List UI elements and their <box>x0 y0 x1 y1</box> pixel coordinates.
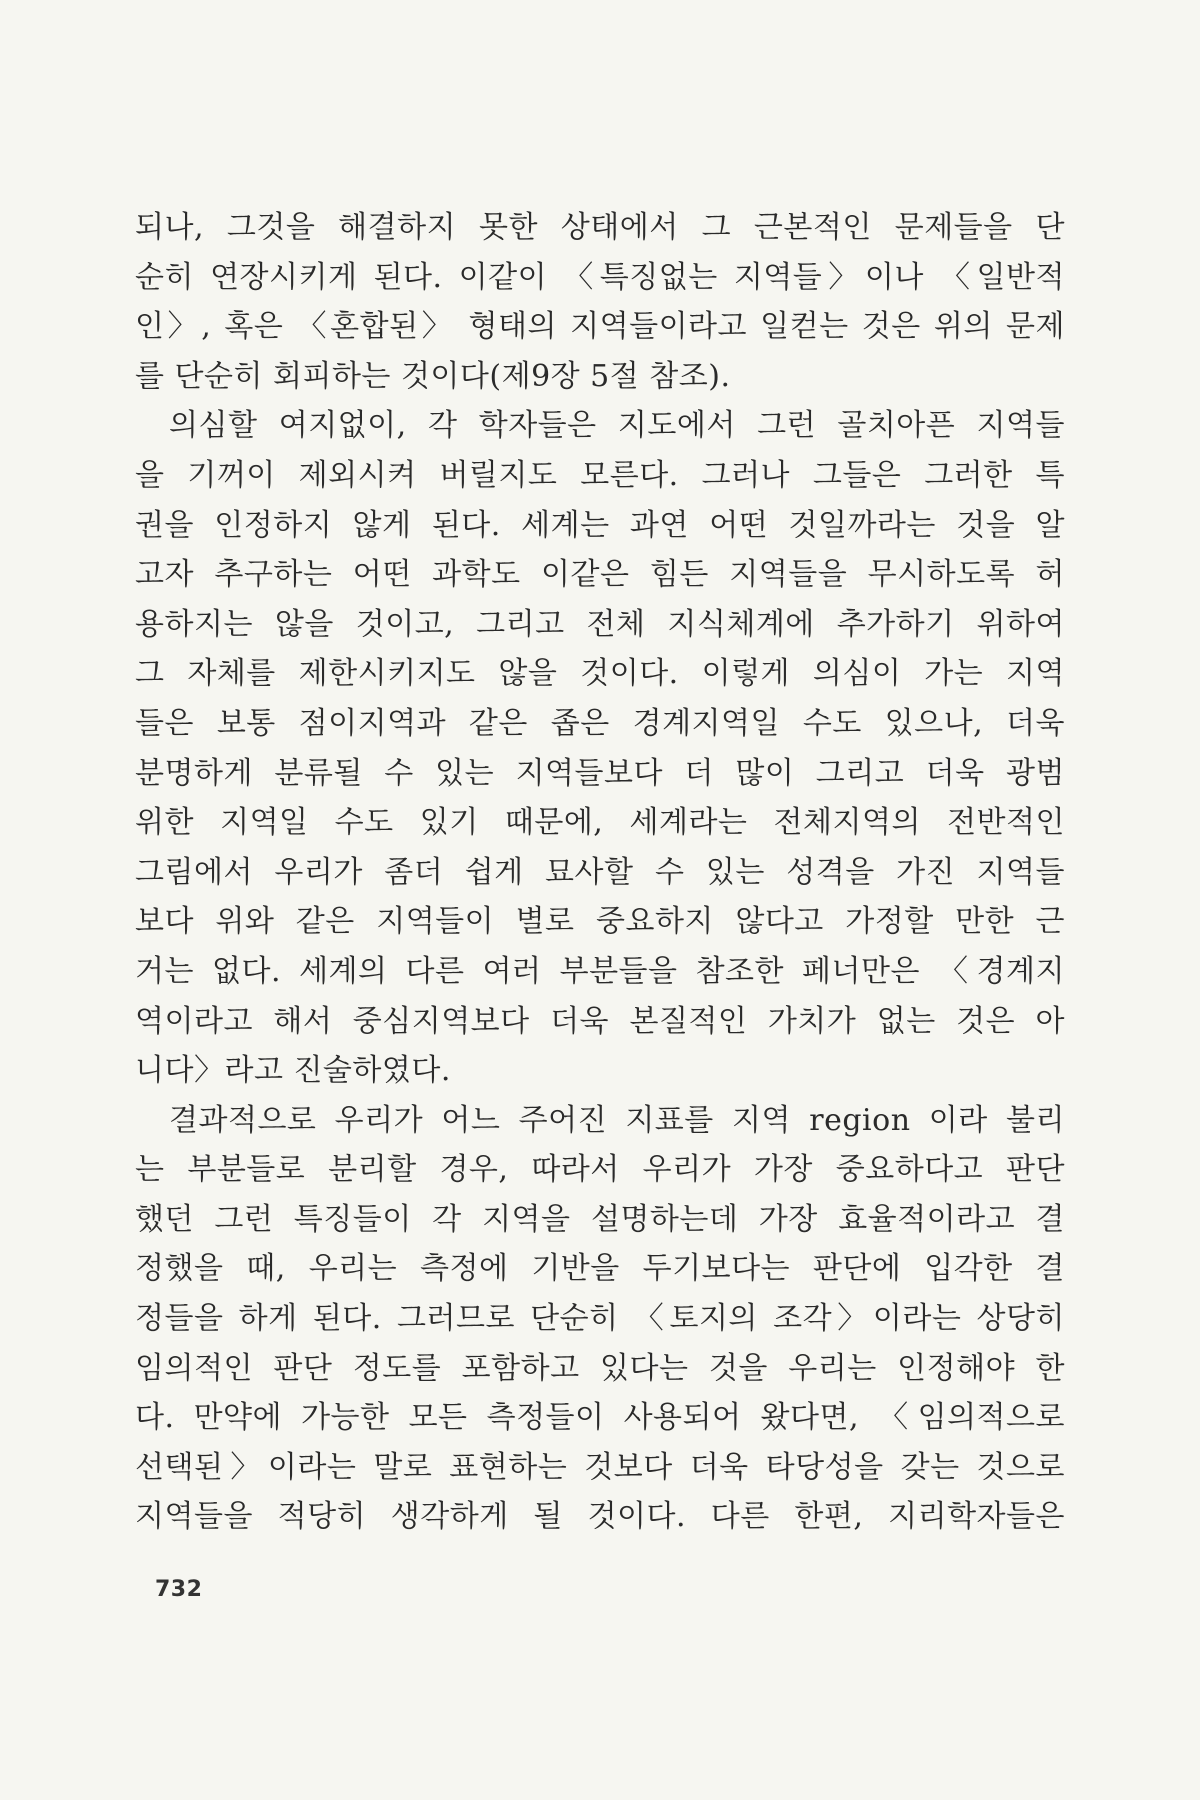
text-line: 인〉, 혹은 〈혼합된〉 형태의 지역들이라고 일컫는 것은 위의 문제 <box>135 309 1065 345</box>
text-line: 정들을 하게 된다. 그러므로 단순히 〈토지의 조각〉이라는 상당히 <box>135 1301 1065 1337</box>
text-line: 고자 추구하는 어떤 과학도 이같은 힘든 지역들을 무시하도록 허 <box>135 557 1065 593</box>
text-line: 그림에서 우리가 좀더 쉽게 묘사할 수 있는 성격을 가진 지역들 <box>135 854 1065 890</box>
text-line: 위한 지역일 수도 있기 때문에, 세계라는 전체지역의 전반적인 <box>135 805 1065 841</box>
text-line: 되나, 그것을 해결하지 못한 상태에서 그 근본적인 문제들을 단 <box>135 210 1065 245</box>
text-line: 역이라고 해서 중심지역보다 더욱 본질적인 가치가 없는 것은 아 <box>135 1003 1065 1039</box>
text-line: 했던 그런 특징들이 각 지역을 설명하는데 가장 효율적이라고 결 <box>135 1201 1065 1237</box>
paragraph-start-line: 결과적으로 우리가 어느 주어진 지표를 지역 region 이라 불리 <box>169 1102 1065 1138</box>
text-line: 니다〉라고 진술하였다. <box>135 1053 451 1089</box>
text-line: 다. 만약에 가능한 모든 측정들이 사용되어 왔다면, 〈임의적으로 <box>135 1400 1065 1436</box>
text-line: 지역들을 적당히 생각하게 될 것이다. 다른 한편, 지리학자들은 <box>135 1499 1065 1535</box>
text-line: 을 기꺼이 제외시켜 버릴지도 모른다. 그러나 그들은 그러한 특 <box>135 457 1065 493</box>
body-text <box>135 203 1065 1542</box>
text-line: 임의적인 판단 정도를 포함하고 있다는 것을 우리는 인정해야 한 <box>135 1350 1065 1386</box>
text-line: 그 자체를 제한시키지도 않을 것이다. 이렇게 의심이 가는 지역 <box>135 656 1065 692</box>
text-line: 들은 보통 점이지역과 같은 좁은 경계지역일 수도 있으나, 더욱 <box>135 705 1065 741</box>
text-line: 를 단순히 회피하는 것이다(제9장 5절 참조). <box>135 358 731 394</box>
text-line: 보다 위와 같은 지역들이 별로 중요하지 않다고 가정할 만한 근 <box>135 904 1065 940</box>
text-line: 정했을 때, 우리는 측정에 기반을 두기보다는 판단에 입각한 결 <box>135 1251 1065 1287</box>
text-line: 용하지는 않을 것이고, 그리고 전체 지식체계에 추가하기 위하여 <box>135 606 1065 642</box>
text-line: 분명하게 분류될 수 있는 지역들보다 더 많이 그리고 더욱 광범 <box>135 755 1065 791</box>
page-number: 732 <box>155 1577 203 1602</box>
text-line: 권을 인정하지 않게 된다. 세계는 과연 어떤 것일까라는 것을 알 <box>135 507 1065 543</box>
paragraph-start-line: 의심할 여지없이, 각 학자들은 지도에서 그런 골치아픈 지역들 <box>169 408 1065 444</box>
text-line: 순히 연장시키게 된다. 이같이 〈특징없는 지역들〉이나 〈일반적 <box>135 259 1065 295</box>
text-line: 선택된〉이라는 말로 표현하는 것보다 더욱 타당성을 갖는 것으로 <box>135 1449 1065 1485</box>
text-line: 거는 없다. 세계의 다른 여러 부분들을 참조한 페너만은 〈경계지 <box>135 953 1065 989</box>
text-line: 는 부분들로 분리할 경우, 따라서 우리가 가장 중요하다고 판단 <box>135 1152 1065 1188</box>
